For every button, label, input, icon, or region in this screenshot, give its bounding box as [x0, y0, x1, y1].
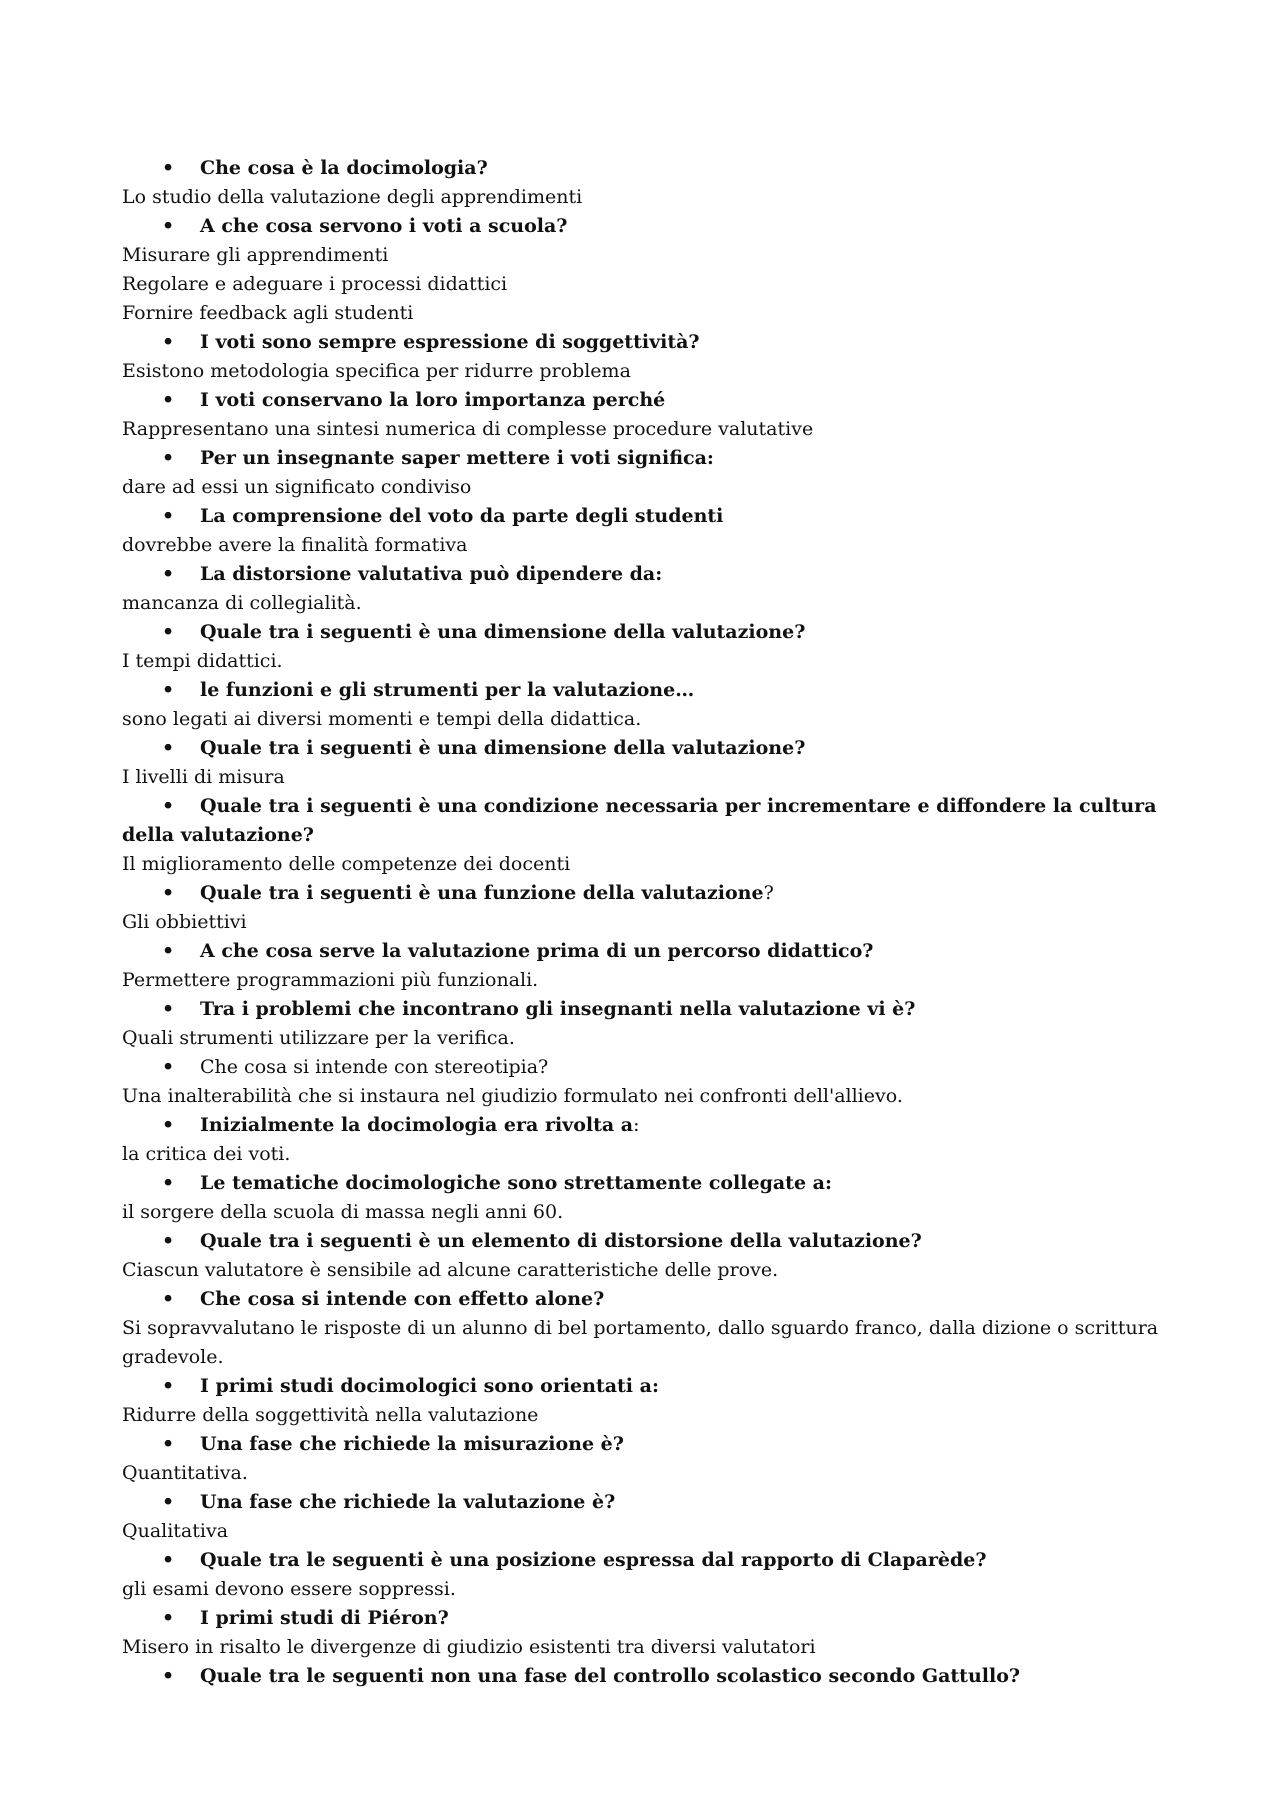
question: • A che cosa serve la valutazione prima di un percorso didattico?	[122, 937, 1162, 966]
document-page	[122, 154, 1162, 1691]
bullet-icon: •	[162, 940, 175, 962]
answer: Il miglioramento delle competenze dei docenti	[122, 853, 571, 875]
answer: Gli obbiettivi	[122, 911, 247, 933]
question: • I primi studi di Piéron?	[122, 1604, 1162, 1633]
answer: Permettere programmazioni più funzionali.	[122, 969, 539, 991]
bullet-icon: •	[162, 795, 175, 817]
question: • le funzioni e gli strumenti per la valutazione…	[122, 676, 1162, 705]
answer: Lo studio della valutazione degli apprendimenti	[122, 186, 583, 208]
bullet-icon: •	[162, 1288, 175, 1310]
answer: Quantitativa.	[122, 1462, 248, 1484]
question: • I voti conservano la loro importanza perché	[122, 386, 1162, 415]
bullet-icon: •	[162, 1665, 175, 1687]
question: • I primi studi docimologici sono orientati a:	[122, 1372, 1162, 1401]
bullet-icon: •	[162, 447, 175, 469]
bullet-icon: •	[162, 737, 175, 759]
question: • Che cosa è la docimologia?	[122, 154, 1162, 183]
answer: Qualitativa	[122, 1520, 229, 1542]
answer: dare ad essi un significato condiviso	[122, 476, 472, 498]
answer: Quali strumenti utilizzare per la verifica.	[122, 1027, 515, 1049]
bullet-icon: •	[162, 1056, 175, 1078]
question: • Che cosa si intende con stereotipia?	[122, 1053, 1162, 1082]
answer: dovrebbe avere la finalità formativa	[122, 534, 468, 556]
bullet-icon: •	[162, 1549, 175, 1571]
answer: Fornire feedback agli studenti	[122, 302, 414, 324]
question: • Le tematiche docimologiche sono strettamente collegate a:	[122, 1169, 1162, 1198]
question: • Quale tra le seguenti non una fase del controllo scolastico secondo Gattullo?	[122, 1662, 1162, 1691]
bullet-icon: •	[162, 1607, 175, 1629]
question: • La distorsione valutativa può dipendere da:	[122, 560, 1162, 589]
bullet-icon: •	[162, 1172, 175, 1194]
answer: Una inalterabilità che si instaura nel giudizio formulato nei confronti dell'allievo.	[122, 1085, 903, 1107]
answer: sono legati ai diversi momenti e tempi della didattica.	[122, 708, 642, 730]
answer: la critica dei voti.	[122, 1143, 291, 1165]
answer: Ciascun valutatore è sensibile ad alcune caratteristiche delle prove.	[122, 1259, 779, 1281]
question: • Tra i problemi che incontrano gli insegnanti nella valutazione vi è?	[122, 995, 1162, 1024]
question: • Quale tra i seguenti è una dimensione della valutazione?	[122, 734, 1162, 763]
question: • Quale tra i seguenti è un elemento di distorsione della valutazione?	[122, 1227, 1162, 1256]
bullet-icon: •	[162, 1433, 175, 1455]
question: • Una fase che richiede la valutazione è?	[122, 1488, 1162, 1517]
bullet-icon: •	[162, 331, 175, 353]
answer: gli esami devono essere soppressi.	[122, 1578, 456, 1600]
bullet-icon: •	[162, 215, 175, 237]
question: • Una fase che richiede la misurazione è?	[122, 1430, 1162, 1459]
answer: il sorgere della scuola di massa negli anni 60.	[122, 1201, 564, 1223]
bullet-icon: •	[162, 157, 175, 179]
bullet-icon: •	[162, 563, 175, 585]
answer: Ridurre della soggettività nella valutazione	[122, 1404, 539, 1426]
bullet-icon: •	[162, 679, 175, 701]
question: • Quale tra le seguenti è una posizione espressa dal rapporto di Claparède?	[122, 1546, 1162, 1575]
bullet-icon: •	[162, 389, 175, 411]
question: • Inizialmente la docimologia era rivolta a:	[122, 1111, 1162, 1140]
question: • Quale tra i seguenti è una funzione della valutazione?	[122, 879, 1162, 908]
bullet-icon: •	[162, 505, 175, 527]
answer: Misero in risalto le divergenze di giudizio esistenti tra diversi valutatori	[122, 1636, 816, 1658]
answer: Si sopravvalutano le risposte di un alunno di bel portamento, dallo sguardo franco, dalla dizione o scrittura gradevole.	[122, 1317, 1159, 1368]
answer: Rappresentano una sintesi numerica di complesse procedure valutative	[122, 418, 814, 440]
bullet-icon: •	[162, 621, 175, 643]
question: • Quale tra i seguenti è una dimensione della valutazione?	[122, 618, 1162, 647]
question: • Quale tra i seguenti è una condizione necessaria per incrementare e diffondere la cultura della valutazione?	[122, 792, 1162, 850]
bullet-icon: •	[162, 1230, 175, 1252]
question: • Che cosa si intende con effetto alone?	[122, 1285, 1162, 1314]
answer: mancanza di collegialità.	[122, 592, 362, 614]
answer: Esistono metodologia specifica per ridurre problema	[122, 360, 631, 382]
bullet-icon: •	[162, 998, 175, 1020]
bullet-icon: •	[162, 882, 175, 904]
answer: Regolare e adeguare i processi didattici	[122, 273, 508, 295]
answer: I tempi didattici.	[122, 650, 283, 672]
question: • A che cosa servono i voti a scuola?	[122, 212, 1162, 241]
bullet-icon: •	[162, 1114, 175, 1136]
answer: Misurare gli apprendimenti	[122, 244, 389, 266]
question: • La comprensione del voto da parte degli studenti	[122, 502, 1162, 531]
answer: I livelli di misura	[122, 766, 285, 788]
question: • Per un insegnante saper mettere i voti significa:	[122, 444, 1162, 473]
bullet-icon: •	[162, 1375, 175, 1397]
bullet-icon: •	[162, 1491, 175, 1513]
question: • I voti sono sempre espressione di soggettività?	[122, 328, 1162, 357]
